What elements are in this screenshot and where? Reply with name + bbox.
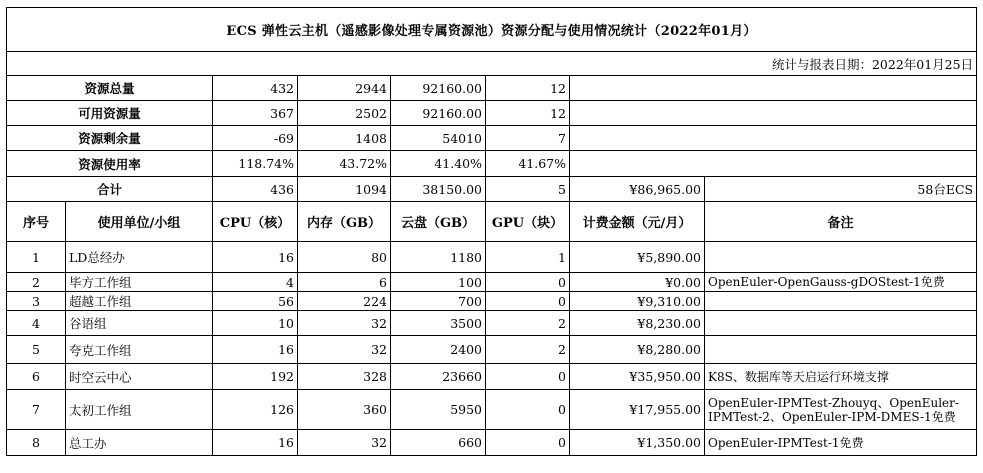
row-seq: 8: [7, 430, 66, 456]
row-note: [705, 292, 977, 311]
row-gpu: 0: [486, 273, 570, 292]
row-seq: 5: [7, 336, 66, 364]
row-cpu: 16: [213, 430, 298, 456]
row-mem: 224: [298, 292, 391, 311]
row-mem: 80: [298, 242, 391, 273]
row-disk: 2400: [391, 336, 486, 364]
row-cpu: 192: [213, 364, 298, 390]
total-disk: 38150.00: [391, 177, 486, 202]
row-disk: 3500: [391, 311, 486, 336]
table-title: ECS 弹性云主机（遥感影像处理专属资源池）资源分配与使用情况统计（2022年01月）: [7, 8, 977, 52]
row-unit: LD总经办: [66, 242, 213, 273]
row-gpu: 1: [486, 242, 570, 273]
summary-cpu: 118.74%: [213, 151, 298, 177]
row-cost: ¥5,890.00: [570, 242, 705, 273]
row-mem: 32: [298, 336, 391, 364]
row-disk: 660: [391, 430, 486, 456]
row-cpu: 4: [213, 273, 298, 292]
summary-mem: 2944: [298, 76, 391, 101]
header-seq: 序号: [7, 202, 66, 242]
summary-empty: [570, 76, 977, 101]
row-seq: 4: [7, 311, 66, 336]
total-label: 合计: [7, 177, 213, 202]
row-cost: ¥1,350.00: [570, 430, 705, 456]
table-row: [7, 390, 977, 430]
row-disk: 23660: [391, 364, 486, 390]
row-seq: 6: [7, 364, 66, 390]
row-cost: ¥0.00: [570, 273, 705, 292]
summary-disk: 92160.00: [391, 101, 486, 126]
summary-gpu: 12: [486, 76, 570, 101]
summary-cpu: 367: [213, 101, 298, 126]
row-unit: 毕方工作组: [66, 273, 213, 292]
row-unit: 谷语组: [66, 311, 213, 336]
summary-row-available: [7, 101, 977, 126]
row-note: OpenEuler-IPMTest-1免费: [705, 430, 977, 456]
row-unit: 超越工作组: [66, 292, 213, 311]
header-note: 备注: [705, 202, 977, 242]
total-mem: 1094: [298, 177, 391, 202]
header-mem: 内存（GB）: [298, 202, 391, 242]
summary-disk: 92160.00: [391, 76, 486, 101]
summary-label: 资源使用率: [7, 151, 213, 177]
table-row: [7, 311, 977, 336]
row-unit: 时空云中心: [66, 364, 213, 390]
summary-gpu: 7: [486, 126, 570, 151]
row-note: [705, 242, 977, 273]
row-disk: 100: [391, 273, 486, 292]
summary-empty: [570, 101, 977, 126]
row-cost: ¥9,310.00: [570, 292, 705, 311]
row-disk: 5950: [391, 390, 486, 430]
row-gpu: 0: [486, 390, 570, 430]
summary-row-remaining: [7, 126, 977, 151]
row-cost: ¥35,950.00: [570, 364, 705, 390]
summary-empty: [570, 126, 977, 151]
row-mem: 360: [298, 390, 391, 430]
table-row: [7, 336, 977, 364]
total-cost: ¥86,965.00: [570, 177, 705, 202]
row-seq: 7: [7, 390, 66, 430]
report-date: 统计与报表日期：2022年01月25日: [7, 52, 977, 76]
table-row: [7, 273, 977, 292]
row-unit: 总工办: [66, 430, 213, 456]
summary-mem: 43.72%: [298, 151, 391, 177]
summary-disk: 54010: [391, 126, 486, 151]
row-cost: ¥8,230.00: [570, 311, 705, 336]
row-gpu: 0: [486, 292, 570, 311]
header-cpu: CPU（核）: [213, 202, 298, 242]
header-cost: 计费金额（元/月）: [570, 202, 705, 242]
row-gpu: 0: [486, 364, 570, 390]
summary-disk: 41.40%: [391, 151, 486, 177]
row-mem: 32: [298, 430, 391, 456]
row-cpu: 16: [213, 242, 298, 273]
row-gpu: 0: [486, 430, 570, 456]
header-gpu: GPU（块）: [486, 202, 570, 242]
summary-row-total: [7, 76, 977, 101]
row-note: [705, 336, 977, 364]
row-seq: 2: [7, 273, 66, 292]
summary-label: 可用资源量: [7, 101, 213, 126]
header-disk: 云盘（GB）: [391, 202, 486, 242]
row-note: OpenEuler-OpenGauss-gDOStest-1免费: [705, 273, 977, 292]
resource-allocation-table: [6, 7, 977, 456]
summary-gpu: 12: [486, 101, 570, 126]
table-row: [7, 430, 977, 456]
row-unit: 太初工作组: [66, 390, 213, 430]
row-cost: ¥8,280.00: [570, 336, 705, 364]
row-cpu: 56: [213, 292, 298, 311]
summary-label: 资源剩余量: [7, 126, 213, 151]
row-seq: 3: [7, 292, 66, 311]
row-seq: 1: [7, 242, 66, 273]
summary-cpu: -69: [213, 126, 298, 151]
row-cpu: 10: [213, 311, 298, 336]
summary-cpu: 432: [213, 76, 298, 101]
row-cpu: 16: [213, 336, 298, 364]
row-mem: 328: [298, 364, 391, 390]
total-gpu: 5: [486, 177, 570, 202]
row-unit: 夸克工作组: [66, 336, 213, 364]
summary-gpu: 41.67%: [486, 151, 570, 177]
summary-row-usage: [7, 151, 977, 177]
row-note: OpenEuler-IPMTest-Zhouyq、OpenEuler-IPMTest-2、OpenEuler-IPM-DMES-1免费: [705, 390, 977, 430]
summary-empty: [570, 151, 977, 177]
total-cpu: 436: [213, 177, 298, 202]
table-row: [7, 292, 977, 311]
row-disk: 1180: [391, 242, 486, 273]
row-note: [705, 311, 977, 336]
row-note: K8S、数据库等天启运行环境支撑: [705, 364, 977, 390]
total-row: [7, 177, 977, 202]
table-row: [7, 242, 977, 273]
row-disk: 700: [391, 292, 486, 311]
row-cpu: 126: [213, 390, 298, 430]
row-mem: 6: [298, 273, 391, 292]
row-mem: 32: [298, 311, 391, 336]
table-row: [7, 364, 977, 390]
row-cost: ¥17,955.00: [570, 390, 705, 430]
summary-mem: 1408: [298, 126, 391, 151]
total-note: 58台ECS: [705, 177, 977, 202]
row-gpu: 2: [486, 311, 570, 336]
row-gpu: 2: [486, 336, 570, 364]
column-header-row: [7, 202, 977, 242]
summary-mem: 2502: [298, 101, 391, 126]
header-unit: 使用单位/小组: [66, 202, 213, 242]
summary-label: 资源总量: [7, 76, 213, 101]
